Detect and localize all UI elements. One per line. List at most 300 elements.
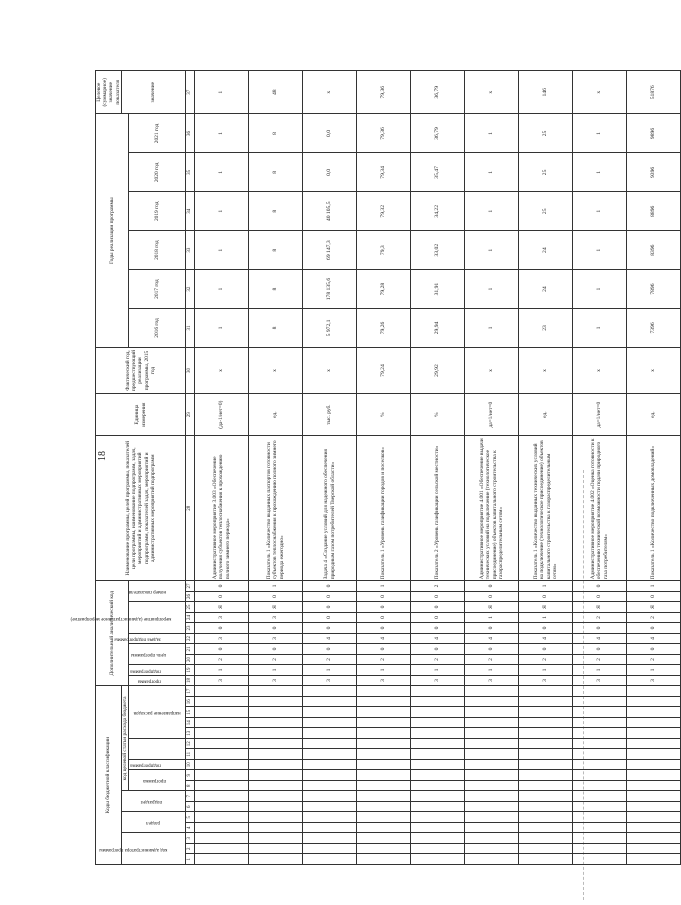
budget-code-cell (465, 833, 519, 844)
budget-code-cell (357, 718, 411, 729)
budget-code-cell (573, 833, 627, 844)
analytic-code-cell: 0 (465, 581, 519, 592)
budget-code-cell (627, 791, 681, 802)
column-number: 34 (186, 192, 195, 231)
budget-code-cell (195, 791, 249, 802)
analytic-code-cell: 0 (411, 602, 465, 613)
analytic-code-cell: 1 (627, 665, 681, 676)
budget-code-cell (411, 739, 465, 750)
column-number: 16 (186, 697, 195, 708)
analytic-code-cell: 2 (627, 654, 681, 665)
year-value-cell: 8 (249, 231, 303, 270)
budget-code-cell (573, 812, 627, 823)
row-target: х (573, 71, 627, 115)
year-value-cell: 9896 (627, 114, 681, 153)
budget-code-cell (627, 718, 681, 729)
budget-code-cell (519, 823, 573, 834)
column-number: 9 (186, 770, 195, 781)
row-unit: да=1/нет=0 (465, 394, 519, 436)
year-value-cell: 69 147,3 (303, 231, 357, 270)
analytic-code-cell: 0 (303, 623, 357, 634)
analytic-code-cell: 3 (573, 675, 627, 686)
analytic-code-cell: 3 (519, 675, 573, 686)
year-value-cell: 1 (465, 192, 519, 231)
budget-code-cell (195, 707, 249, 718)
budget-code-cell (195, 770, 249, 781)
year-value-cell: 79,34 (357, 153, 411, 192)
header-year-2018: 2018 год (129, 231, 186, 270)
year-value-cell: 34,22 (411, 192, 465, 231)
column-number: 26 (186, 591, 195, 602)
analytic-code-cell: 1 (519, 612, 573, 623)
header-section: раздел (121, 812, 185, 833)
analytic-code-cell: 2 (303, 654, 357, 665)
analytic-code-cell: 0 (249, 623, 303, 634)
analytic-code-cell: 0 (303, 602, 357, 613)
row-fact: х (465, 347, 519, 393)
analytic-code-cell: 0 (303, 581, 357, 592)
header-add-task: задача подпрограммы (129, 633, 186, 644)
table-row (573, 71, 627, 865)
budget-code-cell (357, 697, 411, 708)
analytic-code-cell: 1 (303, 665, 357, 676)
column-number: 29 (186, 394, 195, 436)
budget-code-cell (195, 833, 249, 844)
column-number: 36 (186, 114, 195, 153)
budget-code-cell (465, 823, 519, 834)
table-row (465, 71, 519, 865)
budget-code-cell (303, 823, 357, 834)
year-value-cell: 79,36 (357, 114, 411, 153)
year-value-cell: 25 (519, 153, 573, 192)
budget-code-cell (573, 760, 627, 771)
budget-code-cell (573, 791, 627, 802)
header-unit: Единица измерения (96, 394, 186, 436)
budget-code-cell (303, 844, 357, 855)
budget-code-cell (411, 833, 465, 844)
analytic-code-cell: 0 (411, 644, 465, 655)
analytic-code-cell: 0 (357, 591, 411, 602)
budget-code-cell (465, 791, 519, 802)
analytic-code-cell: 2 (249, 654, 303, 665)
budget-code-cell (195, 760, 249, 771)
column-number: 27 (186, 581, 195, 592)
year-value-cell: 1 (195, 270, 249, 309)
year-value-cell: 1 (465, 309, 519, 348)
header-add-indicator: номер показателя (129, 581, 186, 602)
analytic-code-cell: 0 (303, 644, 357, 655)
year-value-cell: 178 135,6 (303, 270, 357, 309)
row-fact: х (573, 347, 627, 393)
budget-code-cell (573, 749, 627, 760)
analytic-code-cell: 0 (303, 612, 357, 623)
column-number: 10 (186, 760, 195, 771)
analytic-code-cell: 3 (411, 675, 465, 686)
analytic-code-cell: 0 (303, 591, 357, 602)
column-number: 3 (186, 833, 195, 844)
table-row (357, 71, 411, 865)
header-year-2020: 2020 год (129, 153, 186, 192)
analytic-code-cell: 3 (195, 675, 249, 686)
year-value-cell: 8 (249, 270, 303, 309)
analytic-code-cell: 3 (195, 633, 249, 644)
budget-code-cell (627, 844, 681, 855)
column-number: 19 (186, 665, 195, 676)
year-value-cell: 29,94 (411, 309, 465, 348)
budget-code-cell (303, 760, 357, 771)
row-unit: ед. (249, 394, 303, 436)
budget-code-cell (627, 760, 681, 771)
budget-code-cell (573, 686, 627, 697)
budget-code-cell (465, 812, 519, 823)
analytic-code-cell: 1 (573, 665, 627, 676)
budget-code-cell (303, 707, 357, 718)
column-number: 23 (186, 623, 195, 634)
analytic-code-cell: 3 (465, 675, 519, 686)
column-number: 17 (186, 686, 195, 697)
budget-code-cell (195, 686, 249, 697)
year-value-cell: 79,32 (357, 192, 411, 231)
row-name: Показатель 2 «Уровень газификации сельской местности» (411, 436, 465, 581)
analytic-code-cell: Я (465, 602, 519, 613)
budget-code-cell (519, 802, 573, 813)
analytic-code-cell: 4 (303, 633, 357, 644)
row-target: 79,36 (357, 71, 411, 115)
budget-code-cell (465, 749, 519, 760)
budget-code-cell (465, 739, 519, 750)
budget-code-cell (627, 833, 681, 844)
header-program: программа (129, 770, 186, 791)
budget-code-cell (465, 686, 519, 697)
budget-code-cell (249, 718, 303, 729)
budget-code-cell (519, 833, 573, 844)
column-number: 6 (186, 802, 195, 813)
budget-code-cell (519, 812, 573, 823)
analytic-code-cell: 1 (519, 665, 573, 676)
year-value-cell: 33,02 (411, 231, 465, 270)
year-value-cell: 1 (195, 114, 249, 153)
analytic-code-cell: 0 (627, 623, 681, 634)
budget-code-cell (465, 854, 519, 865)
budget-code-cell (627, 686, 681, 697)
budget-code-cell (249, 749, 303, 760)
year-value-cell: 1 (465, 231, 519, 270)
budget-code-cell (411, 728, 465, 739)
row-target: х (465, 71, 519, 115)
budget-code-cell (357, 770, 411, 781)
budget-code-cell (357, 707, 411, 718)
budget-code-cell (195, 844, 249, 855)
column-number: 1 (186, 854, 195, 865)
analytic-code-cell: 0 (519, 644, 573, 655)
budget-code-cell (519, 844, 573, 855)
header-admin-code: код администратора программы (121, 833, 185, 865)
analytic-code-cell: 0 (573, 581, 627, 592)
column-number: 18 (186, 675, 195, 686)
row-fact: х (249, 347, 303, 393)
budget-code-cell (303, 854, 357, 865)
header-subsection: подраздел (121, 791, 185, 812)
year-value-cell: 1 (465, 153, 519, 192)
analytic-code-cell: Я (519, 602, 573, 613)
header-name: Наименование программы, целей программы, показателей цели программы, наименование подпрограмм, задач, мероприятий и административных мероприятий подпрограмм, показателей задач, мероприятий и административных мероприятий подпрограмм (96, 436, 186, 581)
budget-code-cell (195, 781, 249, 792)
year-value-cell: 8 (249, 192, 303, 231)
row-fact: х (519, 347, 573, 393)
analytic-code-cell: 1 (249, 581, 303, 592)
budget-code-cell (411, 802, 465, 813)
header-add-program: программа (129, 675, 186, 686)
year-value-cell: 1 (573, 270, 627, 309)
budget-code-cell (465, 718, 519, 729)
row-target: 36,79 (411, 71, 465, 115)
budget-code-cell (627, 823, 681, 834)
analytic-code-cell: 0 (411, 612, 465, 623)
year-value-cell: 8896 (627, 192, 681, 231)
column-number: 25 (186, 602, 195, 613)
header-direction-expenses: направление расходов (129, 686, 186, 739)
analytic-code-cell: 0 (573, 644, 627, 655)
budget-code-cell (303, 791, 357, 802)
budget-code-cell (627, 749, 681, 760)
column-number: 11 (186, 749, 195, 760)
budget-code-cell (411, 823, 465, 834)
analytic-code-cell: 2 (519, 654, 573, 665)
analytic-code-cell: 0 (357, 623, 411, 634)
budget-code-cell (303, 812, 357, 823)
row-unit: % (357, 394, 411, 436)
budget-code-cell (627, 802, 681, 813)
budget-code-cell (411, 686, 465, 697)
year-value-cell: 36,79 (411, 114, 465, 153)
budget-code-cell (573, 739, 627, 750)
row-target: 48 (249, 71, 303, 115)
budget-code-cell (357, 854, 411, 865)
year-value-cell: 1 (465, 270, 519, 309)
analytic-code-cell: 0 (465, 644, 519, 655)
year-value-cell: 31,91 (411, 270, 465, 309)
header-year-2019: 2019 год (129, 192, 186, 231)
budget-code-cell (519, 707, 573, 718)
year-value-cell: 7396 (627, 309, 681, 348)
row-name: Показатель 1 «Количество выданных технических условий на подключение (технологическое присоединение) объектов капитального строительства к газораспределительным сетям» (519, 436, 573, 581)
row-name: Административное мероприятие 4.002 «Оценка готовности к обеспечению технической возможности подачи природного газа потребителям» (573, 436, 627, 581)
budget-code-cell (519, 854, 573, 865)
header-value: значение (121, 71, 185, 115)
budget-code-cell (465, 697, 519, 708)
year-value-cell: 1 (573, 192, 627, 231)
analytic-code-cell: 0 (573, 591, 627, 602)
budget-code-cell (249, 707, 303, 718)
year-value-cell: 1 (195, 192, 249, 231)
budget-code-cell (465, 707, 519, 718)
budget-code-cell (195, 718, 249, 729)
header-add-goal: цель программы (129, 644, 186, 665)
year-value-cell: 0,0 (303, 114, 357, 153)
budget-code-cell (465, 844, 519, 855)
budget-code-cell (573, 707, 627, 718)
analytic-code-cell: Я (195, 602, 249, 613)
analytic-code-cell: 1 (249, 665, 303, 676)
analytic-code-cell: 0 (195, 623, 249, 634)
rotated-table-wrapper (70, 70, 657, 865)
header-year-2017: 2017 год (129, 270, 186, 309)
analytic-code-cell: Я (627, 602, 681, 613)
analytic-code-cell: 1 (627, 581, 681, 592)
analytic-code-cell: 0 (519, 623, 573, 634)
year-value-cell: 1 (195, 231, 249, 270)
year-value-cell: 40 105,5 (303, 192, 357, 231)
budget-code-cell (195, 802, 249, 813)
row-unit: ед. (627, 394, 681, 436)
analytic-code-cell: 2 (573, 654, 627, 665)
column-number: 15 (186, 707, 195, 718)
analytic-code-cell: 0 (195, 581, 249, 592)
budget-code-cell (357, 802, 411, 813)
budget-code-cell (195, 728, 249, 739)
header-year-2016: 2016 год (129, 309, 186, 348)
budget-code-cell (465, 802, 519, 813)
budget-code-cell (195, 697, 249, 708)
budget-code-cell (357, 686, 411, 697)
budget-code-cell (573, 802, 627, 813)
analytic-code-cell: 1 (357, 665, 411, 676)
year-value-cell: 79,28 (357, 270, 411, 309)
column-number: 2 (186, 844, 195, 855)
budget-code-cell (303, 728, 357, 739)
year-value-cell: 0,0 (303, 153, 357, 192)
header-fact: Фактический год, предшествующий реализации программы, 2015 год (96, 347, 186, 393)
analytic-code-cell: 3 (627, 675, 681, 686)
row-name: Административное мероприятие 4.001 «Обеспечение выдачи технических условий на подключение (технологическое присоединение) объектов капитального строительства к газораспределительным сетям» (465, 436, 519, 581)
year-value-cell: 25 (519, 114, 573, 153)
year-value-cell: 25 (519, 192, 573, 231)
column-number: 28 (186, 436, 195, 581)
analytic-code-cell: 1 (357, 581, 411, 592)
analytic-code-cell: 0 (519, 591, 573, 602)
analytic-code-cell: 0 (357, 602, 411, 613)
row-target: х (303, 71, 357, 115)
budget-code-cell (303, 770, 357, 781)
budget-code-cell (303, 739, 357, 750)
year-value-cell: 24 (519, 231, 573, 270)
year-value-cell: 1 (573, 231, 627, 270)
budget-code-cell (519, 697, 573, 708)
budget-code-cell (519, 760, 573, 771)
row-target: 1 (195, 71, 249, 115)
column-number: 35 (186, 153, 195, 192)
budget-code-cell (249, 781, 303, 792)
budget-code-cell (627, 812, 681, 823)
budget-code-cell (519, 739, 573, 750)
header-target-value: Целевое (суммарное) значение показателя (96, 71, 122, 115)
budget-code-cell (627, 728, 681, 739)
header-year-2021: 2021 год (129, 114, 186, 153)
budget-code-cell (249, 728, 303, 739)
row-name: Задача 4 «Создание условий для надежного обеспечения природным газом потребителей Тверской области» (303, 436, 357, 581)
table-row (627, 71, 681, 865)
budget-code-cell (465, 781, 519, 792)
budget-code-cell (573, 718, 627, 729)
budget-code-cell (249, 854, 303, 865)
table-row (411, 71, 465, 865)
year-value-cell: 8 (249, 153, 303, 192)
page-number: 18 (97, 451, 108, 461)
year-value-cell: 5 972,1 (303, 309, 357, 348)
row-unit: ед. (519, 394, 573, 436)
year-value-cell: 79,3 (357, 231, 411, 270)
column-number: 20 (186, 654, 195, 665)
column-number: 21 (186, 644, 195, 655)
year-value-cell: 35,47 (411, 153, 465, 192)
year-value-cell: 1 (195, 309, 249, 348)
table-row (249, 71, 303, 865)
analytic-code-cell: 0 (357, 612, 411, 623)
budget-code-cell (627, 854, 681, 865)
header-add-activity: мероприятие (административное мероприятие) (129, 602, 186, 634)
column-number: 12 (186, 739, 195, 750)
column-number: 7 (186, 791, 195, 802)
budget-code-cell (465, 770, 519, 781)
row-target: 51876 (627, 71, 681, 115)
budget-code-cell (357, 844, 411, 855)
budget-code-cell (573, 854, 627, 865)
budget-code-cell (249, 760, 303, 771)
year-value-cell: 8396 (627, 231, 681, 270)
analytic-code-cell: 0 (195, 644, 249, 655)
analytic-code-cell: 1 (465, 665, 519, 676)
analytic-code-cell: 0 (357, 644, 411, 655)
budget-code-cell (249, 812, 303, 823)
analytic-code-cell: 0 (465, 591, 519, 602)
analytic-code-cell: 4 (519, 633, 573, 644)
budget-code-cell (303, 802, 357, 813)
budget-code-cell (303, 749, 357, 760)
column-number: 4 (186, 823, 195, 834)
analytic-code-cell: 4 (465, 633, 519, 644)
budget-code-cell (249, 844, 303, 855)
year-value-cell: 79,26 (357, 309, 411, 348)
column-number: 30 (186, 347, 195, 393)
budget-code-cell (357, 812, 411, 823)
budget-code-cell (357, 739, 411, 750)
budget-code-cell (357, 781, 411, 792)
table-row (519, 71, 573, 865)
budget-code-cell (249, 739, 303, 750)
budget-code-cell (357, 791, 411, 802)
row-target: 146 (519, 71, 573, 115)
row-unit: тыс. руб. (303, 394, 357, 436)
analytic-code-cell: 2 (465, 654, 519, 665)
analytic-code-cell: 4 (411, 633, 465, 644)
budget-code-cell (411, 812, 465, 823)
budget-code-cell (519, 686, 573, 697)
analytic-code-cell: 2 (195, 654, 249, 665)
analytic-code-cell: 0 (465, 623, 519, 634)
budget-code-cell (411, 844, 465, 855)
analytic-code-cell: 1 (465, 612, 519, 623)
budget-code-cell (357, 749, 411, 760)
year-value-cell: 8 (249, 114, 303, 153)
header-budget-classification: Коды бюджетной классификации (96, 686, 122, 865)
budget-code-cell (573, 823, 627, 834)
analytic-code-cell: 4 (573, 633, 627, 644)
column-number: 37 (186, 71, 195, 115)
budget-code-cell (357, 760, 411, 771)
analytic-code-cell: 3 (249, 675, 303, 686)
column-number: 32 (186, 270, 195, 309)
budget-code-cell (303, 686, 357, 697)
